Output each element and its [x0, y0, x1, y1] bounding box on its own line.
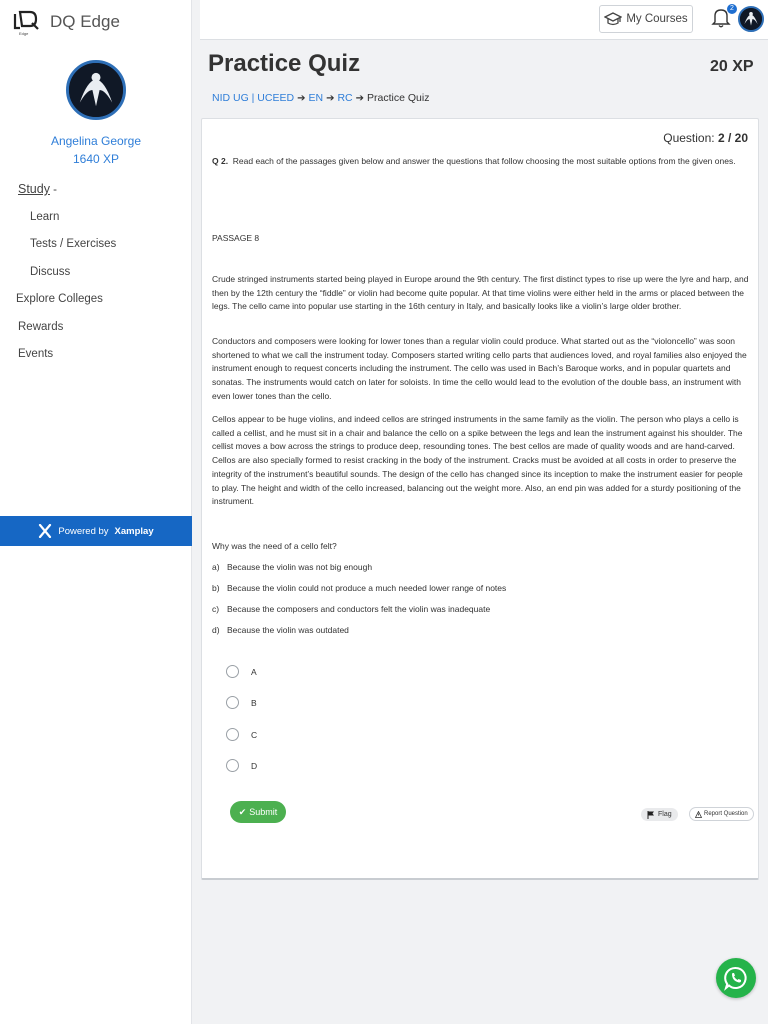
- breadcrumb-item[interactable]: NID UG | UCEED: [212, 92, 295, 104]
- logo-sub: Edge: [19, 31, 29, 36]
- arrow-right-icon: ➔: [297, 92, 306, 104]
- breadcrumb: [212, 92, 429, 104]
- option-item: c) Because the composers and conductors felt the violin was inadequate: [212, 604, 491, 614]
- question-counter-label: Question:: [663, 131, 715, 145]
- avatar[interactable]: [66, 60, 126, 120]
- sidebar: [0, 0, 192, 1024]
- page-xp: 20 XP: [710, 58, 754, 75]
- graduation-cap-icon: [604, 12, 622, 26]
- choice-label: B: [251, 697, 257, 708]
- option-item: a) Because the violin was not big enough: [212, 562, 373, 572]
- submit-label: Submit: [249, 807, 278, 817]
- dq-logo-icon: [12, 8, 42, 36]
- choice-label: C: [251, 729, 258, 740]
- flag-button[interactable]: [641, 808, 678, 821]
- choice-radio-b[interactable]: [226, 696, 257, 709]
- breadcrumb-item[interactable]: RC: [337, 92, 353, 104]
- report-label: Report Question: [704, 811, 748, 817]
- app-name: DQ Edge: [50, 12, 120, 31]
- flag-icon: [647, 811, 655, 819]
- flag-label: Flag: [658, 811, 672, 818]
- sidebar-item-explore-colleges[interactable]: Explore Colleges: [16, 293, 103, 305]
- choice-radio-c[interactable]: [226, 728, 257, 741]
- page-title: Practice Quiz: [208, 50, 361, 77]
- choice-label: D: [251, 760, 258, 771]
- sidebar-item-suffix: -: [49, 184, 57, 196]
- radio-circle[interactable]: [226, 696, 239, 709]
- avatar-image: [69, 63, 123, 117]
- powered-by-banner[interactable]: [0, 516, 192, 546]
- choice-radio-d[interactable]: [226, 759, 257, 772]
- passage-paragraph: Cellos appear to be huge violins, and indeed cellos are stringed instruments in the same family as the violin. The person who plays a cello is called a cellist, and he must sit in a chair and balance the cello on a spike between the legs and lean the instrument against his shoulder. The cellist moves a bow across the strings to produce deep, resounding tones. The best cellos are made of quality woods and are hand-carved. Cellos are also specially formed to resist cracking in the body of the instrument. Cracks must be avoided at all costs in order to preserve the integrity of the instrument’s beautiful sounds. The design of the cello has changed since its inception to make the instrument easier for people to play. The height and width of the cello increased, balancing out the weight more. Also, an end pin was added for a sturdy positioning of the instrument.: [212, 414, 743, 507]
- brand[interactable]: [12, 8, 120, 36]
- sidebar-item-study[interactable]: [0, 176, 192, 204]
- sidebar-item-events[interactable]: Events: [18, 348, 54, 360]
- passage-paragraph: Crude stringed instruments started being played in Europe around the 9th century. The first distinct types to rise up were the lyre and harp, and then by the 12th century the “fiddle” or violin had become quite popular. At that time violins were either held in the arms or placed between the legs. The cello came into popular use starting in the 16th century in Italy, and basically looks like a violin’s large older brother.: [212, 274, 749, 312]
- report-question-button[interactable]: [689, 807, 754, 821]
- choice-label: A: [251, 666, 257, 677]
- quiz-card: [201, 118, 759, 880]
- sidebar-item-tests-exercises[interactable]: Tests / Exercises: [30, 238, 117, 250]
- powered-brand: Xamplay: [114, 525, 154, 537]
- submit-button[interactable]: [230, 801, 286, 823]
- radio-circle[interactable]: [226, 728, 239, 741]
- question-instruction: [212, 154, 752, 168]
- whatsapp-button[interactable]: [716, 958, 756, 998]
- sidebar-item-rewards[interactable]: Rewards: [18, 320, 64, 333]
- notification-badge: 2: [727, 4, 737, 14]
- question-text: Why was the need of a cello felt?: [212, 541, 337, 551]
- question-instruction-text: Read each of the passages given below and answer the questions that follow choosing the most suitable options from the given ones.: [232, 156, 736, 166]
- sidebar-item-discuss[interactable]: Discuss: [30, 265, 71, 278]
- check-icon: ✔: [238, 806, 247, 817]
- breadcrumb-item[interactable]: EN: [308, 92, 324, 104]
- passage-label: PASSAGE 8: [212, 233, 260, 243]
- question-counter-value: 2 / 20: [717, 131, 748, 145]
- whatsapp-icon: [723, 965, 749, 991]
- question-number: Q 2.: [212, 156, 229, 166]
- sidebar-nav: [0, 176, 192, 369]
- xamplay-icon: [38, 524, 52, 538]
- arrow-right-icon: ➔: [326, 92, 335, 104]
- warning-icon: [695, 811, 702, 818]
- my-courses-label: My Courses: [626, 13, 688, 25]
- arrow-right-icon: ➔: [355, 92, 365, 104]
- sidebar-item-label: Study: [18, 182, 50, 196]
- user-xp: 1640 XP: [72, 152, 120, 166]
- option-item: d) Because the violin was outdated: [212, 625, 349, 635]
- radio-circle[interactable]: [226, 759, 239, 772]
- my-courses-button[interactable]: [599, 5, 693, 33]
- user-name[interactable]: Angelina George: [50, 134, 142, 148]
- breadcrumb-current: Practice Quiz: [367, 92, 430, 104]
- avatar-image: [740, 8, 762, 30]
- radio-circle[interactable]: [226, 665, 239, 678]
- user-avatar-small[interactable]: [738, 6, 764, 32]
- choice-radio-a[interactable]: [226, 665, 257, 678]
- question-counter: [663, 131, 748, 145]
- sidebar-item-learn[interactable]: Learn: [30, 210, 60, 223]
- option-item: b) Because the violin could not produce a much needed lower range of notes: [212, 583, 507, 593]
- passage-paragraph: Conductors and composers were looking for lower tones than a regular violin could produce. What started out as the “violoncello” was soon shortened to what we call the instrument today. Composers started writing cello parts that audiences loved, and royal families also enjoyed the instrument enough to request concerts including the instrument. The cello was used in Bach’s Baroque works, and in popular quartets and sonatas. The instruments would catch on later for soloists. In time the cello would lead to the evolution of the double bass, an instrument with even lower tones than the cello.: [212, 336, 747, 401]
- powered-prefix: Powered by: [58, 525, 109, 537]
